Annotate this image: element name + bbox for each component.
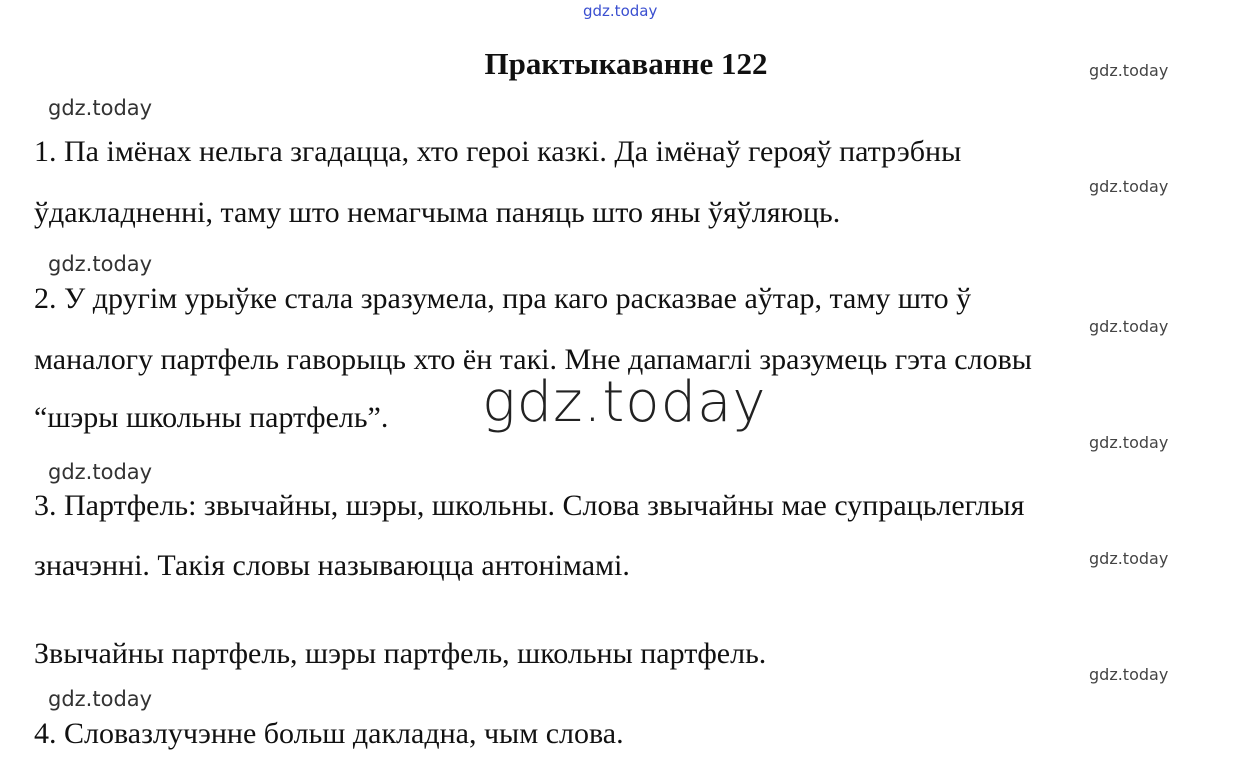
watermark-right-1: gdz.today [1089,61,1169,80]
answer-2-line-3: “шэры школьны партфель”. [34,401,389,434]
watermark-right-2: gdz.today [1089,177,1169,196]
watermark-left-2: gdz.today [48,252,153,276]
watermark-center: gdz.today [482,370,767,435]
answer-4-line-1: 4. Словазлучэнне больш дакладна, чым слова. [34,717,624,750]
answer-3-line-3: Звычайны партфель, шэры партфель, школьны партфель. [34,637,767,670]
answer-2-line-1: 2. У другім урыўке стала зразумела, пра каго расказвае аўтар, таму што ў [34,282,972,315]
watermark-left-4: gdz.today [48,687,153,711]
page-title: Практыкаванне 122 [484,46,768,81]
answer-1-line-1: 1. Па імёнах нельга згадацца, хто героі казкі. Да імёнаў герояў патрэбны [34,135,962,168]
watermark-left-3: gdz.today [48,460,153,484]
answer-3-line-2: значэнні. Такія словы называюцца антонімамі. [34,549,630,582]
watermark-right-6: gdz.today [1089,665,1169,684]
watermark-left-1: gdz.today [48,96,153,120]
answer-2-line-2: маналогу партфель гаворыць хто ён такі. Мне дапамаглі зразумець гэта словы [34,343,1032,376]
watermark-right-4: gdz.today [1089,433,1169,452]
answer-1-line-2: ўдакладненні, таму што немагчыма паняць што яны ўяўляюць. [34,196,841,229]
watermark-right-3: gdz.today [1089,317,1169,336]
watermark-top: gdz.today [583,2,658,20]
answer-3-line-1: 3. Партфель: звычайны, шэры, школьны. Слова звычайны мае супрацьлеглыя [34,489,1025,522]
watermark-right-5: gdz.today [1089,549,1169,568]
